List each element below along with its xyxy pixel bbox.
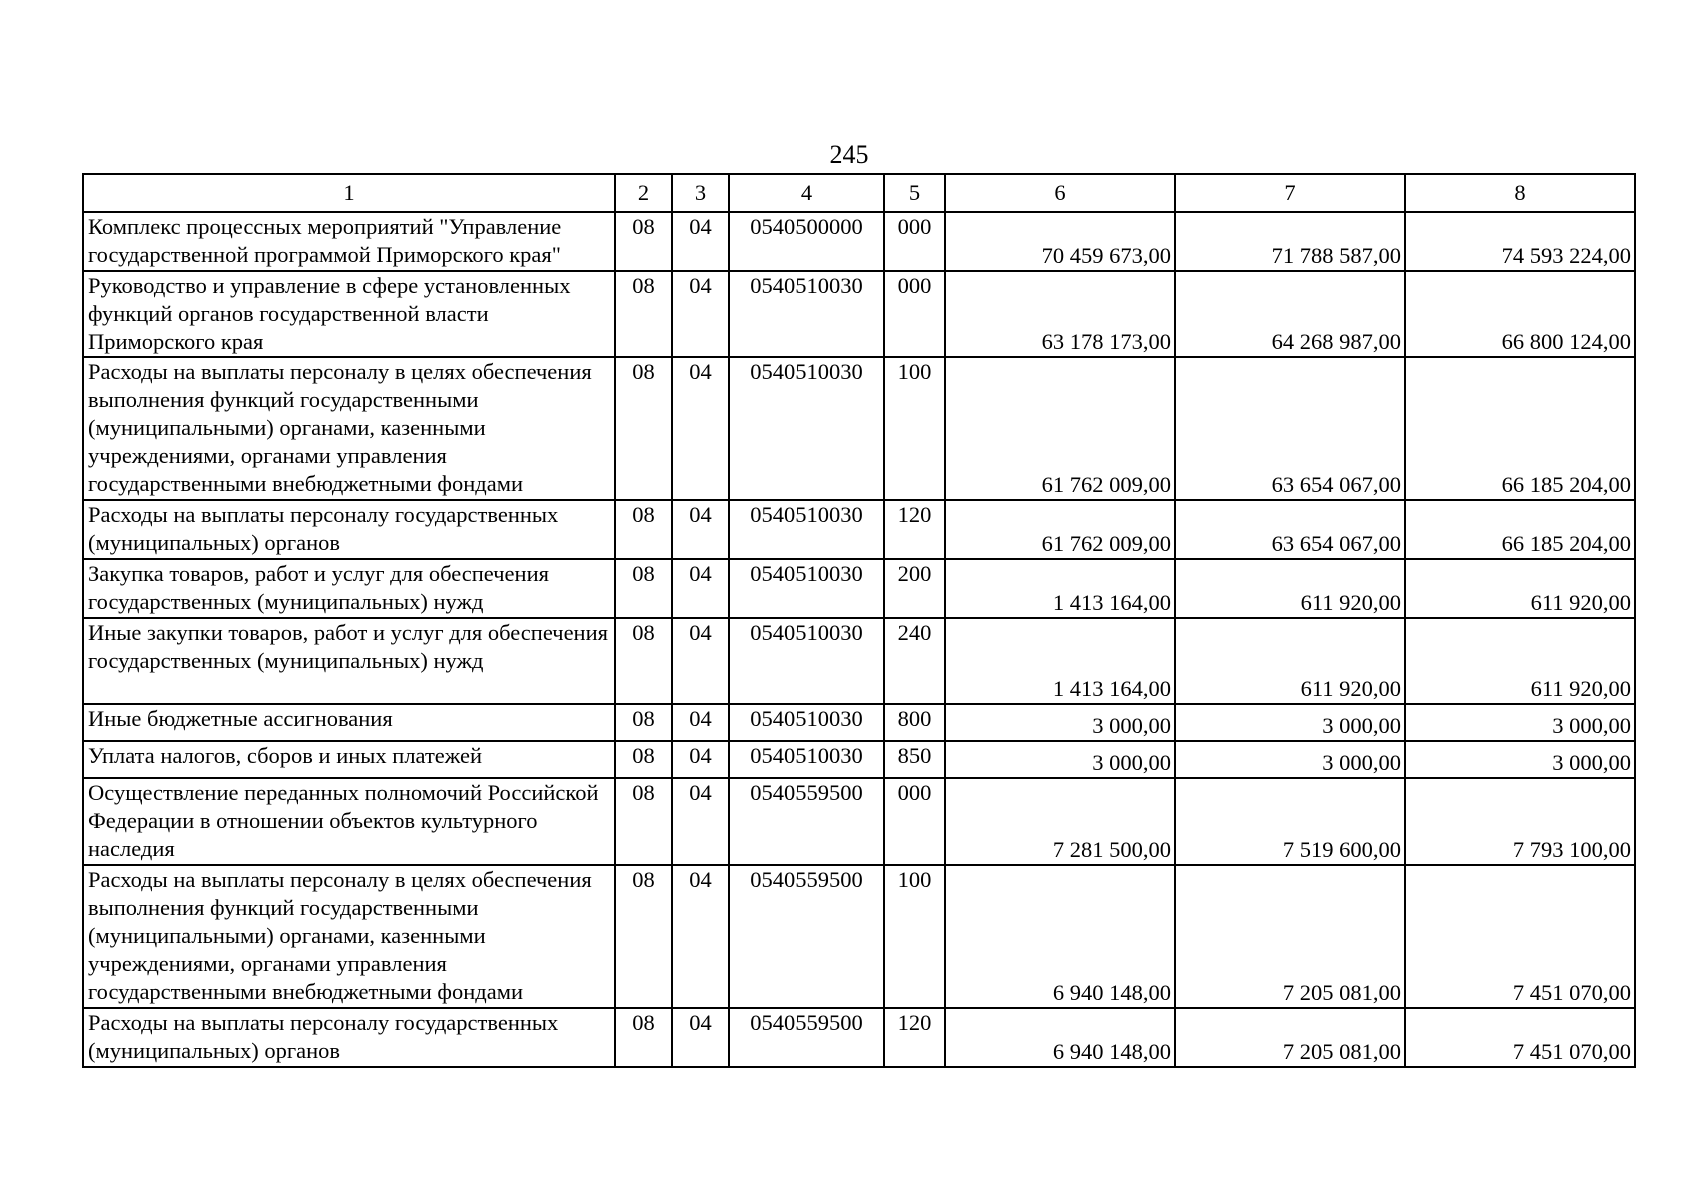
amount-col-7: 3 000,00	[1175, 704, 1405, 741]
expense-name: Расходы на выплаты персоналу в целях обеспечения выполнения функций государственными (муниципальными) органами, казенными учреждениями, органами управления государственными внебюджетными фондами	[83, 357, 615, 500]
subsection-code: 04	[672, 271, 729, 357]
target-article-code: 0540510030	[729, 357, 884, 500]
section-code: 08	[615, 212, 672, 271]
table-row	[83, 618, 1635, 704]
column-header: 6	[945, 174, 1175, 212]
amount-col-6: 3 000,00	[945, 704, 1175, 741]
expense-name: Расходы на выплаты персоналу в целях обеспечения выполнения функций государственными (муниципальными) органами, казенными учреждениями, органами управления государственными внебюджетными фондами	[83, 865, 615, 1008]
amount-col-8: 66 185 204,00	[1405, 357, 1635, 500]
expense-type-code: 850	[884, 741, 945, 778]
table-row	[83, 212, 1635, 271]
section-code: 08	[615, 559, 672, 618]
subsection-code: 04	[672, 500, 729, 559]
target-article-code: 0540510030	[729, 618, 884, 704]
expense-type-code: 120	[884, 1008, 945, 1067]
table-row	[83, 1008, 1635, 1067]
column-header: 8	[1405, 174, 1635, 212]
budget-table	[82, 173, 1636, 1068]
table-row	[83, 500, 1635, 559]
expense-name: Закупка товаров, работ и услуг для обеспечения государственных (муниципальных) нужд	[83, 559, 615, 618]
column-header: 2	[615, 174, 672, 212]
amount-col-6: 1 413 164,00	[945, 618, 1175, 704]
expense-type-code: 120	[884, 500, 945, 559]
amount-col-8: 611 920,00	[1405, 618, 1635, 704]
amount-col-8: 66 800 124,00	[1405, 271, 1635, 357]
section-code: 08	[615, 865, 672, 1008]
amount-col-8: 7 451 070,00	[1405, 1008, 1635, 1067]
expense-type-code: 000	[884, 271, 945, 357]
amount-col-6: 1 413 164,00	[945, 559, 1175, 618]
section-code: 08	[615, 741, 672, 778]
expense-name: Осуществление переданных полномочий Российской Федерации в отношении объектов культурного наследия	[83, 778, 615, 865]
amount-col-8: 7 451 070,00	[1405, 865, 1635, 1008]
amount-col-7: 7 519 600,00	[1175, 778, 1405, 865]
section-code: 08	[615, 618, 672, 704]
amount-col-7: 64 268 987,00	[1175, 271, 1405, 357]
expense-name: Уплата налогов, сборов и иных платежей	[83, 741, 615, 778]
amount-col-8: 611 920,00	[1405, 559, 1635, 618]
subsection-code: 04	[672, 778, 729, 865]
amount-col-8: 74 593 224,00	[1405, 212, 1635, 271]
subsection-code: 04	[672, 212, 729, 271]
expense-type-code: 100	[884, 865, 945, 1008]
expense-type-code: 000	[884, 778, 945, 865]
subsection-code: 04	[672, 865, 729, 1008]
amount-col-6: 7 281 500,00	[945, 778, 1175, 865]
target-article-code: 0540559500	[729, 778, 884, 865]
subsection-code: 04	[672, 618, 729, 704]
amount-col-7: 7 205 081,00	[1175, 865, 1405, 1008]
amount-col-8: 3 000,00	[1405, 741, 1635, 778]
subsection-code: 04	[672, 357, 729, 500]
table-row	[83, 778, 1635, 865]
column-header: 7	[1175, 174, 1405, 212]
expense-name: Иные бюджетные ассигнования	[83, 704, 615, 741]
amount-col-7: 611 920,00	[1175, 618, 1405, 704]
section-code: 08	[615, 271, 672, 357]
expense-type-code: 200	[884, 559, 945, 618]
target-article-code: 0540510030	[729, 741, 884, 778]
section-code: 08	[615, 704, 672, 741]
amount-col-8: 7 793 100,00	[1405, 778, 1635, 865]
target-article-code: 0540559500	[729, 865, 884, 1008]
section-code: 08	[615, 1008, 672, 1067]
expense-name: Расходы на выплаты персоналу государственных (муниципальных) органов	[83, 1008, 615, 1067]
subsection-code: 04	[672, 1008, 729, 1067]
table-row	[83, 865, 1635, 1008]
amount-col-6: 3 000,00	[945, 741, 1175, 778]
column-header: 1	[83, 174, 615, 212]
expense-type-code: 800	[884, 704, 945, 741]
section-code: 08	[615, 357, 672, 500]
amount-col-8: 3 000,00	[1405, 704, 1635, 741]
column-header: 5	[884, 174, 945, 212]
target-article-code: 0540510030	[729, 271, 884, 357]
amount-col-7: 611 920,00	[1175, 559, 1405, 618]
subsection-code: 04	[672, 741, 729, 778]
target-article-code: 0540510030	[729, 500, 884, 559]
amount-col-7: 63 654 067,00	[1175, 357, 1405, 500]
amount-col-6: 70 459 673,00	[945, 212, 1175, 271]
subsection-code: 04	[672, 559, 729, 618]
expense-type-code: 000	[884, 212, 945, 271]
table-row	[83, 704, 1635, 741]
amount-col-7: 71 788 587,00	[1175, 212, 1405, 271]
amount-col-6: 63 178 173,00	[945, 271, 1175, 357]
page-number: 245	[829, 140, 869, 169]
section-code: 08	[615, 778, 672, 865]
table-row	[83, 357, 1635, 500]
subsection-code: 04	[672, 704, 729, 741]
target-article-code: 0540510030	[729, 704, 884, 741]
column-header: 4	[729, 174, 884, 212]
target-article-code: 0540500000	[729, 212, 884, 271]
expense-name: Иные закупки товаров, работ и услуг для обеспечения государственных (муниципальных) нужд	[83, 618, 615, 704]
amount-col-7: 7 205 081,00	[1175, 1008, 1405, 1067]
header-row	[83, 174, 1635, 212]
amount-col-7: 63 654 067,00	[1175, 500, 1405, 559]
amount-col-6: 6 940 148,00	[945, 865, 1175, 1008]
expense-type-code: 100	[884, 357, 945, 500]
amount-col-8: 66 185 204,00	[1405, 500, 1635, 559]
table-row	[83, 559, 1635, 618]
table-row	[83, 271, 1635, 357]
table-row	[83, 741, 1635, 778]
amount-col-6: 61 762 009,00	[945, 357, 1175, 500]
expense-name: Комплекс процессных мероприятий "Управление государственной программой Приморского края"	[83, 212, 615, 271]
target-article-code: 0540559500	[729, 1008, 884, 1067]
expense-type-code: 240	[884, 618, 945, 704]
amount-col-7: 3 000,00	[1175, 741, 1405, 778]
target-article-code: 0540510030	[729, 559, 884, 618]
expense-name: Расходы на выплаты персоналу государственных (муниципальных) органов	[83, 500, 615, 559]
amount-col-6: 61 762 009,00	[945, 500, 1175, 559]
expense-name: Руководство и управление в сфере установленных функций органов государственной власти Приморского края	[83, 271, 615, 357]
column-header: 3	[672, 174, 729, 212]
section-code: 08	[615, 500, 672, 559]
amount-col-6: 6 940 148,00	[945, 1008, 1175, 1067]
